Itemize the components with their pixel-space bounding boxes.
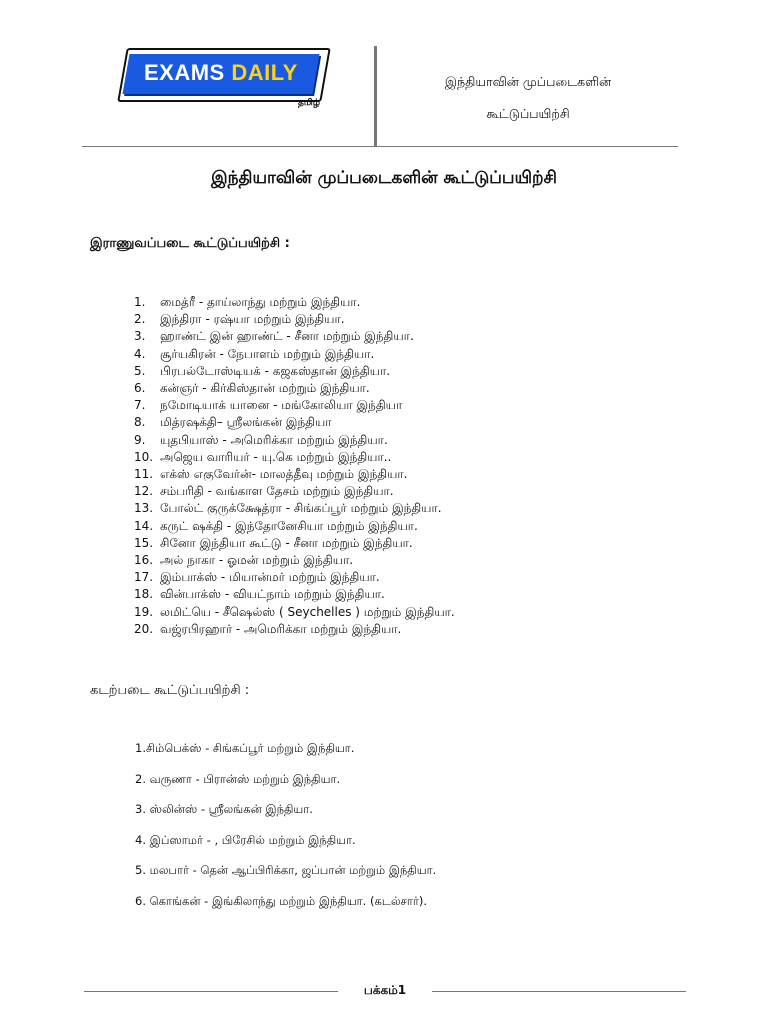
list-item-text: இம்பாக்ஸ் - மியான்மர் மற்றும் இந்தியா.: [160, 570, 380, 585]
list-item-number: 6.: [134, 381, 146, 396]
army-exercise-list: [110, 294, 455, 638]
footer-rule-left: [84, 991, 338, 992]
list-item: [110, 346, 455, 363]
list-item-text: சம்பரிதி - வங்காள தேசம் மற்றும் இந்தியா.: [160, 484, 394, 499]
list-item: [110, 380, 455, 397]
logo-word-daily: DAILY: [231, 60, 298, 85]
navy-exercise-list: [135, 741, 436, 924]
list-item: [110, 500, 455, 517]
list-item-text: சூர்யகிரன் - நேபாளம் மற்றும் இந்தியா.: [160, 346, 375, 361]
page-title: இந்தியாவின் முப்படைகளின் கூட்டுப்பயிற்சி: [211, 168, 557, 188]
list-item-text: நமோடியாக் யானை - மங்கோலியா இந்தியா: [160, 398, 403, 413]
list-item: [110, 518, 455, 535]
list-item-number: 15.: [134, 535, 154, 550]
list-item-text: போல்ட் குருக்க்ஷேத்ரா - சிங்கப்பூர் மற்றும் இந்தியா.: [160, 501, 442, 516]
list-item-text: பிரபல்டோஸ்டியக் - கஜகஸ்தான் இந்தியா.: [160, 363, 391, 378]
list-item: 6. கொங்கன் - இங்கிலாந்து மற்றும் இந்தியா. (கடல்சார்).: [135, 893, 428, 908]
list-item: 5. மலபார் - தென் ஆப்பிரிக்கா, ஜப்பான் மற்றும் இந்தியா.: [135, 863, 437, 877]
list-item: [110, 397, 455, 414]
header-title: [390, 66, 666, 130]
page-header: [0, 0, 768, 150]
list-item: [110, 569, 455, 586]
logo-word-exams: EXAMS: [144, 60, 225, 85]
list-item-number: 5.: [134, 363, 146, 378]
list-item: [110, 311, 455, 328]
list-item: 3. ஸ்லின்ஸ் - ஸ்ரீலங்கன் இந்தியா.: [135, 802, 313, 816]
header-title-line2: கூட்டுப்பயிற்சி: [486, 106, 570, 121]
list-item-text: கருட் ஷக்தி - இந்தோனேசியா மற்றும் இந்தியா.: [160, 518, 418, 533]
header-title-line1: இந்தியாவின் முப்படைகளின்: [444, 74, 612, 89]
list-item: [110, 328, 455, 345]
list-item: [110, 363, 455, 380]
list-item-text: லமிட்யெ - சீஷெல்ஸ் ( Seychelles ) மற்றும் இந்தியா.: [160, 604, 455, 619]
list-item-number: 3.: [134, 329, 146, 344]
list-item: [110, 552, 455, 569]
list-item-text: இந்திரா - ரஷ்யா மற்றும் இந்தியா.: [160, 312, 345, 327]
list-item-text: அஜெய வாரியர் - யு.கெ மற்றும் இந்தியா..: [160, 449, 392, 464]
list-item: [110, 535, 455, 552]
list-item-text: மைத்ரீ - தாய்லாந்து மற்றும் இந்தியா.: [160, 295, 361, 309]
list-item-number: 11.: [134, 467, 154, 482]
list-item-number: 7.: [134, 398, 146, 413]
list-item-text: வஜ்ரபிரஹார் - அமெரிக்கா மற்றும் இந்தியா.: [160, 621, 402, 636]
list-item-text: வின்பாக்ஸ் - வியட்நாம் மற்றும் இந்தியா.: [160, 587, 385, 602]
list-item-number: 9.: [134, 432, 146, 447]
list-item-number: 18.: [134, 587, 154, 602]
list-item-text: கன்ஞர் - கிர்கிஸ்தான் மற்றும் இந்தியா.: [160, 381, 370, 396]
list-item-number: 19.: [134, 604, 154, 619]
logo-text: [144, 60, 298, 86]
list-item: [110, 621, 455, 638]
list-item-number: 12.: [134, 484, 154, 499]
footer-rule-right: [432, 991, 686, 992]
list-item-number: 17.: [134, 570, 154, 585]
list-item-number: 1.: [134, 295, 146, 309]
list-item-text: சினோ இந்தியா கூட்டு - சீனா மற்றும் இந்தியா.: [160, 535, 413, 550]
list-item-text: மித்ரஷக்தி– ஸ்ரீலங்கன் இந்தியா: [160, 415, 332, 430]
list-item-number: 16.: [134, 553, 154, 568]
exams-daily-logo: [122, 48, 326, 114]
list-item: 4. இப்ஸாமர் - , பிரேசில் மற்றும் இந்தியா.: [135, 832, 356, 847]
logo-subtitle: தமிழ்: [298, 98, 320, 108]
list-item: [110, 466, 455, 483]
list-item-number: 20.: [134, 621, 154, 636]
navy-section-heading: கடற்படை கூட்டுப்பயிற்சி :: [90, 683, 250, 698]
list-item-text: ஹாண்ட் இன் ஹாண்ட் - சீனா மற்றும் இந்தியா.: [160, 329, 414, 344]
list-item: [110, 586, 455, 603]
list-item: [110, 414, 455, 431]
list-item-text: எக்ஸ் எகுவேர்ன்- மாலத்தீவு மற்றும் இந்தியா.: [160, 467, 408, 482]
list-item-number: 4.: [134, 346, 146, 361]
list-item: 1.சிம்பெக்ஸ் - சிங்கப்பூர் மற்றும் இந்தியா.: [135, 741, 355, 755]
list-item-number: 14.: [134, 518, 154, 533]
list-item: [110, 604, 455, 621]
page-number: பக்கம்1: [363, 983, 407, 997]
list-item: [110, 294, 455, 311]
header-vertical-divider: [374, 46, 377, 146]
list-item-number: 8.: [134, 415, 146, 430]
list-item-number: 13.: [134, 501, 154, 516]
list-item-text: அல் நாகா - ஓமன் மற்றும் இந்தியா.: [160, 553, 354, 568]
list-item: [110, 483, 455, 500]
army-section-heading: இராணுவப்படை கூட்டுப்பயிற்சி :: [90, 236, 290, 251]
list-item-number: 10.: [134, 449, 154, 464]
list-item-number: 2.: [134, 312, 146, 327]
list-item: [110, 432, 455, 449]
list-item: 2. வருணா - பிரான்ஸ் மற்றும் இந்தியா.: [135, 771, 341, 786]
header-rule: [82, 146, 678, 147]
list-item-text: யுதபியாஸ் - அமெரிக்கா மற்றும் இந்தியா.: [160, 432, 388, 447]
list-item: [110, 449, 455, 466]
